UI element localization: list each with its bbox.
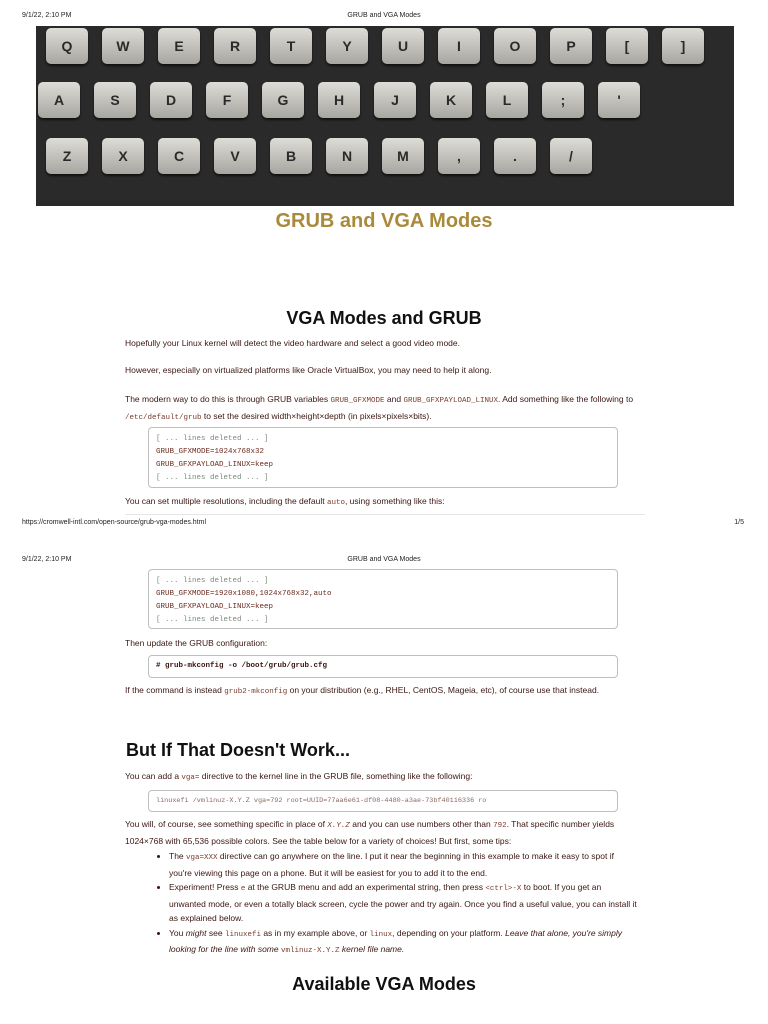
text: to set the desired width×height×depth (in pixels×pixels×bits). bbox=[201, 411, 432, 421]
text: . That specific number yields 1024×768 with 65,536 possible colors. See the table below for a variety of choices! But first, some tips: bbox=[125, 819, 615, 846]
inline-code: X.Y.Z bbox=[327, 822, 350, 830]
code-comment: [ ... lines deleted ... ] bbox=[156, 474, 269, 482]
code-line: GRUB_GFXMODE=1024x768x32 bbox=[156, 448, 265, 456]
text: If the command is instead bbox=[125, 685, 225, 695]
keyboard-key: , bbox=[438, 138, 480, 174]
code-line: GRUB_GFXMODE=1920x1080,1024x768x32,auto bbox=[156, 590, 332, 598]
inline-code: GRUB_GFXPAYLOAD_LINUX bbox=[403, 397, 498, 405]
inline-code: vga=XXX bbox=[186, 854, 218, 862]
paragraph: Hopefully your Linux kernel will detect the video hardware and select a good video mode. bbox=[125, 338, 461, 348]
emphasis: kernel file name. bbox=[339, 944, 405, 954]
code-block bbox=[148, 655, 618, 678]
keyboard-key: V bbox=[214, 138, 256, 174]
emphasis: might bbox=[185, 927, 207, 938]
keyboard-key: . bbox=[494, 138, 536, 174]
code-line: GRUB_GFXPAYLOAD_LINUX=keep bbox=[156, 461, 274, 469]
code-comment: [ ... lines deleted ... ] bbox=[156, 435, 269, 443]
inline-code: 792 bbox=[493, 822, 507, 830]
inline-code: auto bbox=[326, 499, 345, 507]
code-block bbox=[148, 569, 618, 629]
keyboard-key: U bbox=[382, 28, 424, 64]
text: , depending on your platform. bbox=[392, 927, 506, 938]
divider bbox=[125, 514, 645, 515]
keyboard-key: D bbox=[150, 82, 192, 118]
text: You will, of course, see something specific in place of bbox=[125, 819, 328, 829]
section-heading-doesnt-work: But If That Doesn't Work... bbox=[126, 740, 350, 760]
keyboard-key: Y bbox=[326, 28, 368, 64]
list-item bbox=[169, 926, 639, 959]
text: and bbox=[384, 394, 404, 404]
inline-code: <ctrl>-X bbox=[485, 885, 522, 893]
keyboard-key: ; bbox=[542, 82, 584, 118]
keyboard-key: / bbox=[550, 138, 592, 174]
text: and you can use numbers other than bbox=[349, 819, 494, 829]
keyboard-key: M bbox=[382, 138, 424, 174]
print-title: GRUB and VGA Modes bbox=[347, 12, 421, 19]
keyboard-key: F bbox=[206, 82, 248, 118]
keyboard-key: ' bbox=[598, 82, 640, 118]
tips-list bbox=[155, 849, 639, 959]
text: You can add a bbox=[125, 771, 182, 781]
list-item bbox=[169, 880, 639, 926]
keyboard-key: P bbox=[550, 28, 592, 64]
list-item bbox=[169, 849, 639, 880]
text: , using something like this: bbox=[344, 496, 445, 506]
text: at the GRUB menu and add an experimental string, then press bbox=[245, 882, 486, 892]
keyboard-key: B bbox=[270, 138, 312, 174]
code-block bbox=[148, 790, 618, 812]
inline-code: /etc/default/grub bbox=[125, 414, 202, 422]
text: You can set multiple resolutions, including the default bbox=[125, 496, 327, 506]
paragraph bbox=[125, 817, 645, 849]
keyboard-key: T bbox=[270, 28, 312, 64]
section-heading-available-modes: Available VGA Modes bbox=[292, 974, 476, 994]
keyboard-key: S bbox=[94, 82, 136, 118]
keyboard-key: W bbox=[102, 28, 144, 64]
print-datetime: 9/1/22, 2:10 PM bbox=[22, 556, 72, 563]
keyboard-key: ] bbox=[662, 28, 704, 64]
keyboard-key: X bbox=[102, 138, 144, 174]
paragraph: However, especially on virtualized platforms like Oracle VirtualBox, you may need to help it along. bbox=[125, 365, 492, 375]
text: directive can go anywhere on the line. I put it near the beginning in this example to make it easy to spot if you're viewing this page on a phone. But it will be easiest for you to add it to the end. bbox=[169, 851, 614, 878]
inline-code: linuxefi bbox=[224, 930, 261, 939]
text: The bbox=[169, 851, 187, 861]
inline-code: vga= bbox=[181, 774, 200, 782]
inline-code: vmlinuz-X.Y.Z bbox=[280, 947, 340, 955]
keyboard-key: Q bbox=[46, 28, 88, 64]
keyboard-key: A bbox=[38, 82, 80, 118]
paragraph bbox=[125, 683, 645, 700]
print-title: GRUB and VGA Modes bbox=[347, 556, 421, 563]
keyboard-key: G bbox=[262, 82, 304, 118]
paragraph bbox=[125, 494, 645, 511]
code-line: GRUB_GFXPAYLOAD_LINUX=keep bbox=[156, 603, 274, 611]
page-title: GRUB and VGA Modes bbox=[275, 210, 493, 232]
print-url[interactable]: https://cromwell-intl.com/open-source/grub-vga-modes.html bbox=[22, 519, 207, 526]
keyboard-key: L bbox=[486, 82, 528, 118]
inline-code: grub2-mkconfig bbox=[224, 688, 288, 696]
inline-code: linux bbox=[369, 930, 393, 939]
keyboard-banner-image bbox=[36, 26, 734, 206]
text: see bbox=[206, 927, 225, 938]
paragraph bbox=[125, 769, 645, 786]
keyboard-key: J bbox=[374, 82, 416, 118]
text: . Add something like the following to bbox=[497, 394, 634, 404]
text: on your distribution (e.g., RHEL, CentOS, Mageia, etc), of course use that instead. bbox=[287, 685, 600, 695]
text: directive to the kernel line in the GRUB file, something like the following: bbox=[199, 771, 473, 781]
print-datetime: 9/1/22, 2:10 PM bbox=[22, 12, 72, 19]
text: The modern way to do this is through GRUB variables bbox=[125, 394, 331, 404]
keyboard-key: C bbox=[158, 138, 200, 174]
text: Experiment! Press bbox=[169, 882, 241, 892]
emphasis: Leave that alone, you're simply looking for the line with some bbox=[169, 927, 623, 954]
paragraph: Then update the GRUB configuration: bbox=[125, 638, 268, 648]
text: to boot. If you get an unwanted mode, or even a totally black screen, cycle the power and try again. Once you find a useful value, you can install it as explained below. bbox=[169, 882, 637, 923]
code-block bbox=[148, 427, 618, 488]
text: You bbox=[169, 927, 186, 938]
code-comment: [ ... lines deleted ... ] bbox=[156, 577, 269, 585]
keyboard-key: E bbox=[158, 28, 200, 64]
keyboard-key: O bbox=[494, 28, 536, 64]
keyboard-key: K bbox=[430, 82, 472, 118]
keyboard-key: [ bbox=[606, 28, 648, 64]
inline-code: GRUB_GFXMODE bbox=[330, 397, 385, 405]
keyboard-key: N bbox=[326, 138, 368, 174]
text: as in my example above, or bbox=[260, 927, 370, 938]
code-line: linuxefi /vmlinuz-X.Y.Z vga=792 root=UUID=77aa6e61-df08-4480-a3ae-73bf40116336 ro bbox=[156, 797, 487, 805]
keyboard-key: H bbox=[318, 82, 360, 118]
keyboard-key: I bbox=[438, 28, 480, 64]
inline-code: e bbox=[240, 885, 246, 893]
section-heading-vga-modes: VGA Modes and GRUB bbox=[286, 308, 482, 328]
paragraph bbox=[125, 392, 645, 426]
keyboard-key: R bbox=[214, 28, 256, 64]
keyboard-key: Z bbox=[46, 138, 88, 174]
code-line: # grub-mkconfig -o /boot/grub/grub.cfg bbox=[156, 662, 328, 670]
print-page-number: 1/5 bbox=[734, 519, 744, 526]
code-comment: [ ... lines deleted ... ] bbox=[156, 616, 269, 624]
